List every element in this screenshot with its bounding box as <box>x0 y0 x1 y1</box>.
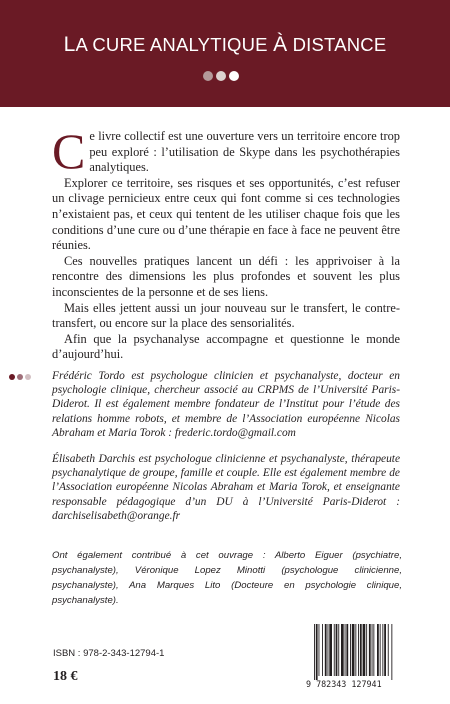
blurb-paragraph-5: Afin que la psychanalyse accompagne et questionne le monde d’aujourd’hui. <box>52 331 400 362</box>
author-bio-darchis: Élisabeth Darchis est psychologue clinicienne et psychanalyste, thérapeute psychanalytique de groupe, famille et couple. Elle est également membre de l’Association européenne Nicolas Abraham et Maria Torok, et enseignante responsable pédagogique d’un DU à l’Université Paris-Diderot : darchiselisabeth@orange.fr <box>52 453 400 522</box>
barcode-bar <box>316 624 318 680</box>
blurb-paragraph-1: Ce livre collectif est une ouverture vers un territoire encore trop peu exploré : l’utilisation de Skype dans les psychothérapies analytiques. <box>52 123 400 179</box>
barcode-digits: 9 782343 127941 <box>306 679 382 689</box>
barcode-bar <box>334 624 335 676</box>
barcode-bar <box>329 624 332 676</box>
barcode-bar <box>325 624 327 676</box>
barcode-bar <box>328 624 329 676</box>
book-title: LA CURE ANALYTIQUE À DISTANCE <box>63 33 387 56</box>
bio-dot-2 <box>17 374 23 380</box>
barcode-bar <box>382 624 383 676</box>
bio-decorative-dots <box>9 374 33 382</box>
barcode-bar <box>355 624 356 676</box>
blurb-paragraph-3: Ces nouvelles pratiques lancent un défi : les apprivoiser à la rencontre des dimensions les plus profondes et souvent les plus inconscientes de la personne et de ses liens. <box>52 253 400 299</box>
barcode-bar <box>338 624 339 676</box>
barcode-bar <box>350 624 351 676</box>
barcode-bar <box>319 624 320 676</box>
barcode-bar <box>380 624 381 676</box>
drop-cap: C <box>52 123 86 179</box>
contributors-note: Ont également contribué à cet ouvrage : Alberto Eiguer (psychiatre, psychanalyste), Véronique Lopez Minotti (psychologue clinicienne, psychanalyste), Ana Marques Lito (Docteure en psychologie clinique, psychanalyste). <box>52 550 402 606</box>
author-bio-tordo: Frédéric Tordo est psychologue clinicien et psychanalyste, docteur en psychologie clinique, chercheur associé au CRPMS de l’Université Paris-Diderot. Il est également membre fondateur de l’Institut pour l’étude des relations homme robots, et membre de l’Association européenne Nicolas Abraham et Maria Torok : frederic.tordo@gmail.com <box>52 370 400 439</box>
barcode-bar <box>363 624 366 676</box>
blurb-paragraph-4: Mais elles jettent aussi un jour nouveau sur le transfert, le contre-transfert, ou encore sur la place des sensorialités. <box>52 300 400 331</box>
dot-1 <box>203 71 213 81</box>
author-name: Frédéric Tordo <box>52 370 125 382</box>
barcode-bar <box>358 624 359 676</box>
barcode-bar <box>336 624 338 676</box>
barcode-bar <box>341 624 344 676</box>
barcode-bar <box>360 624 362 676</box>
barcode-bar <box>384 624 386 676</box>
price: 18 € <box>53 669 78 684</box>
barcode-bar <box>391 624 392 680</box>
barcode-bar <box>346 624 348 676</box>
barcode-bar <box>373 624 374 676</box>
bio-dot-1 <box>9 374 15 380</box>
dot-2 <box>216 71 226 81</box>
barcode-bar <box>345 624 346 676</box>
barcode-bar <box>322 624 323 676</box>
author-bios <box>52 369 400 535</box>
barcode-bar <box>352 624 355 676</box>
barcode-bar <box>377 624 379 676</box>
bio-dot-3 <box>25 374 31 380</box>
blurb <box>52 123 400 363</box>
decorative-dots <box>203 71 242 83</box>
barcode-bar <box>388 624 389 676</box>
author-name: Élisabeth Darchis <box>52 453 135 466</box>
header-band <box>0 0 450 107</box>
barcode-bar <box>372 624 373 676</box>
barcode-bar <box>369 624 371 676</box>
blurb-paragraph-2: Explorer ce territoire, ses risques et ses opportunités, c’est refuser un clivage pernicieux entre ceux qui font comme si ces technologies n’existaient pas, et ceux qui tentent de les utiliser chaque fois que les conditions d’une cure ou d’une thérapie en face à face ne peuvent être réunies. <box>52 175 400 253</box>
barcode-bar <box>314 624 315 680</box>
dot-3 <box>229 71 239 81</box>
barcode-bar <box>366 624 367 676</box>
isbn: ISBN : 978-2-343-12794-1 <box>53 648 165 659</box>
